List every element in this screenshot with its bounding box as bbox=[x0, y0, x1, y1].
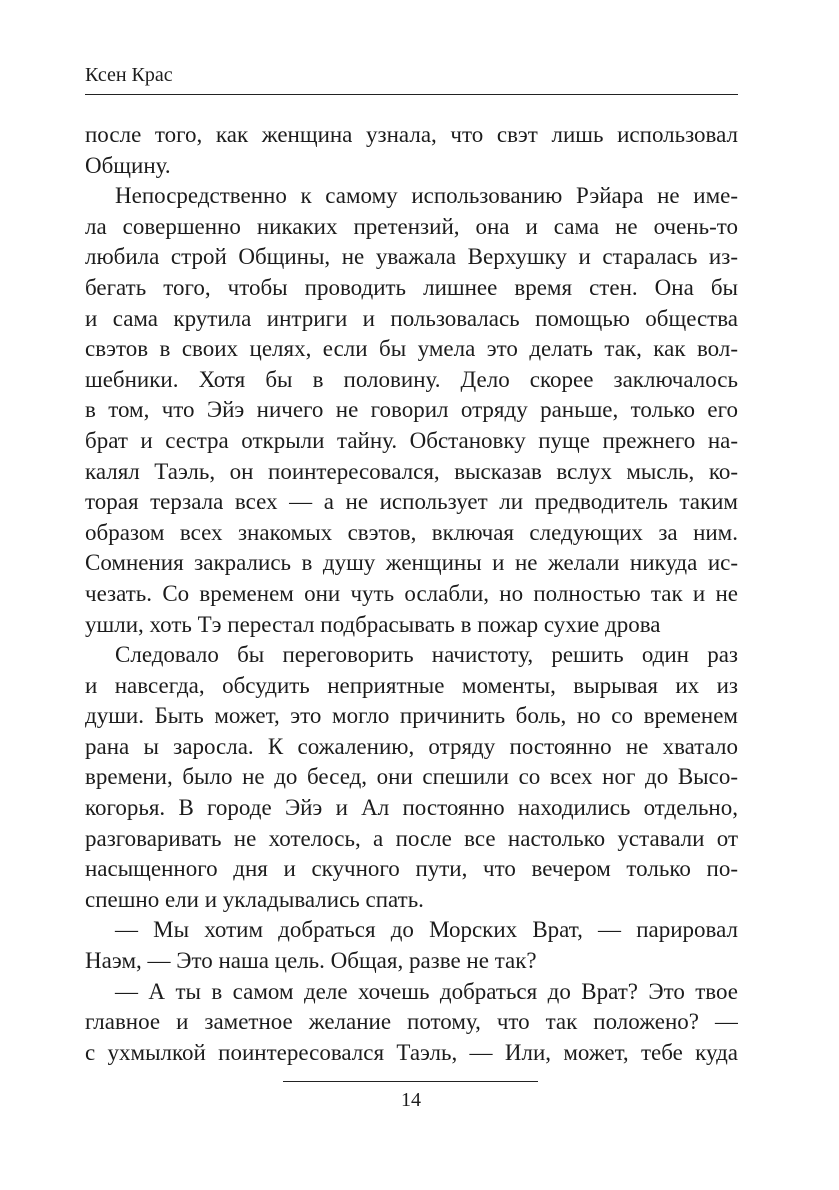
text-line: разговаривать не хотелось, а после все настолько уставали от bbox=[85, 825, 738, 851]
text-line: насыщенного дня и скучного пути, что вечером только по- bbox=[85, 856, 738, 882]
text-line: после того, как женщина узнала, что свэт лишь использовал bbox=[85, 122, 738, 147]
paragraph bbox=[85, 977, 738, 1069]
text-line: когорья. В городе Эйэ и Ал постоянно находились отдельно, bbox=[85, 795, 738, 821]
page-number: 14 bbox=[401, 1089, 421, 1111]
footer-rule bbox=[283, 1081, 538, 1082]
text-line: — А ты в самом деле хочешь добраться до Врат? Это твое bbox=[115, 978, 738, 1004]
text-line: Сомнения закрались в душу женщины и не желали никуда ис- bbox=[85, 550, 738, 576]
text-line: Непосредственно к самому использованию Рэйара не име- bbox=[115, 183, 738, 209]
page-body bbox=[85, 120, 738, 1068]
text-line: и навсегда, обсудить неприятные моменты, вырывая их из bbox=[85, 672, 738, 698]
text-line: и сама крутила интриги и пользовалась помощью общества bbox=[85, 305, 738, 331]
text-line: ушли, хоть Тэ перестал подбрасывать в пожар сухие дрова bbox=[85, 611, 661, 637]
text-line: рана ы заросла. К сожалению, отряду постоянно не хватало bbox=[85, 733, 738, 759]
paragraph bbox=[85, 181, 738, 640]
text-line: бегать того, чтобы проводить лишнее время стен. Она бы bbox=[85, 274, 738, 300]
text-line: времени, было не до бесед, они спешили со всех ног до Высо- bbox=[85, 764, 738, 790]
text-line: главное и заметное желание потому, что так положено? — bbox=[85, 1009, 738, 1035]
text-line: Следовало бы переговорить начистоту, решить один раз bbox=[115, 642, 738, 668]
paragraph bbox=[85, 915, 738, 976]
text-line: торая терзала всех — а не использует ли предводитель таким bbox=[85, 489, 738, 515]
text-line: свэтов в своих целях, если бы умела это делать так, как вол- bbox=[85, 336, 738, 362]
text-line: брат и сестра открыли тайну. Обстановку пуще прежнего на- bbox=[85, 427, 738, 453]
text-line: спешно ели и укладывались спать. bbox=[85, 886, 424, 912]
text-line: чезать. Со временем они чуть ослабли, но полностью так и не bbox=[85, 580, 738, 606]
paragraph bbox=[85, 120, 738, 181]
text-line: калял Таэль, он поинтересовался, высказав вслух мысль, ко- bbox=[85, 458, 738, 484]
text-line: образом всех знакомых свэтов, включая следующих за ним. bbox=[85, 519, 738, 545]
text-line: с ухмылкой поинтересовался Таэль, — Или, может, тебе куда bbox=[85, 1039, 738, 1065]
running-title: Ксен Крас bbox=[85, 64, 173, 86]
text-line: — Мы хотим добраться до Морских Врат, — парировал bbox=[115, 917, 738, 943]
header-rule bbox=[85, 94, 738, 95]
text-line: Общину. bbox=[85, 152, 171, 178]
text-line: души. Быть может, это могло причинить боль, но со временем bbox=[85, 703, 738, 729]
text-line: в том, что Эйэ ничего не говорил отряду раньше, только его bbox=[85, 397, 738, 423]
paragraph bbox=[85, 640, 738, 915]
text-line: ла совершенно никаких претензий, она и сама не очень-то bbox=[85, 213, 738, 239]
text-line: любила строй Общины, не уважала Верхушку и старалась из- bbox=[85, 244, 738, 270]
text-line: Наэм, — Это наша цель. Общая, разве не так? bbox=[85, 948, 537, 974]
text-line: шебники. Хотя бы в половину. Дело скорее заключалось bbox=[85, 366, 738, 392]
